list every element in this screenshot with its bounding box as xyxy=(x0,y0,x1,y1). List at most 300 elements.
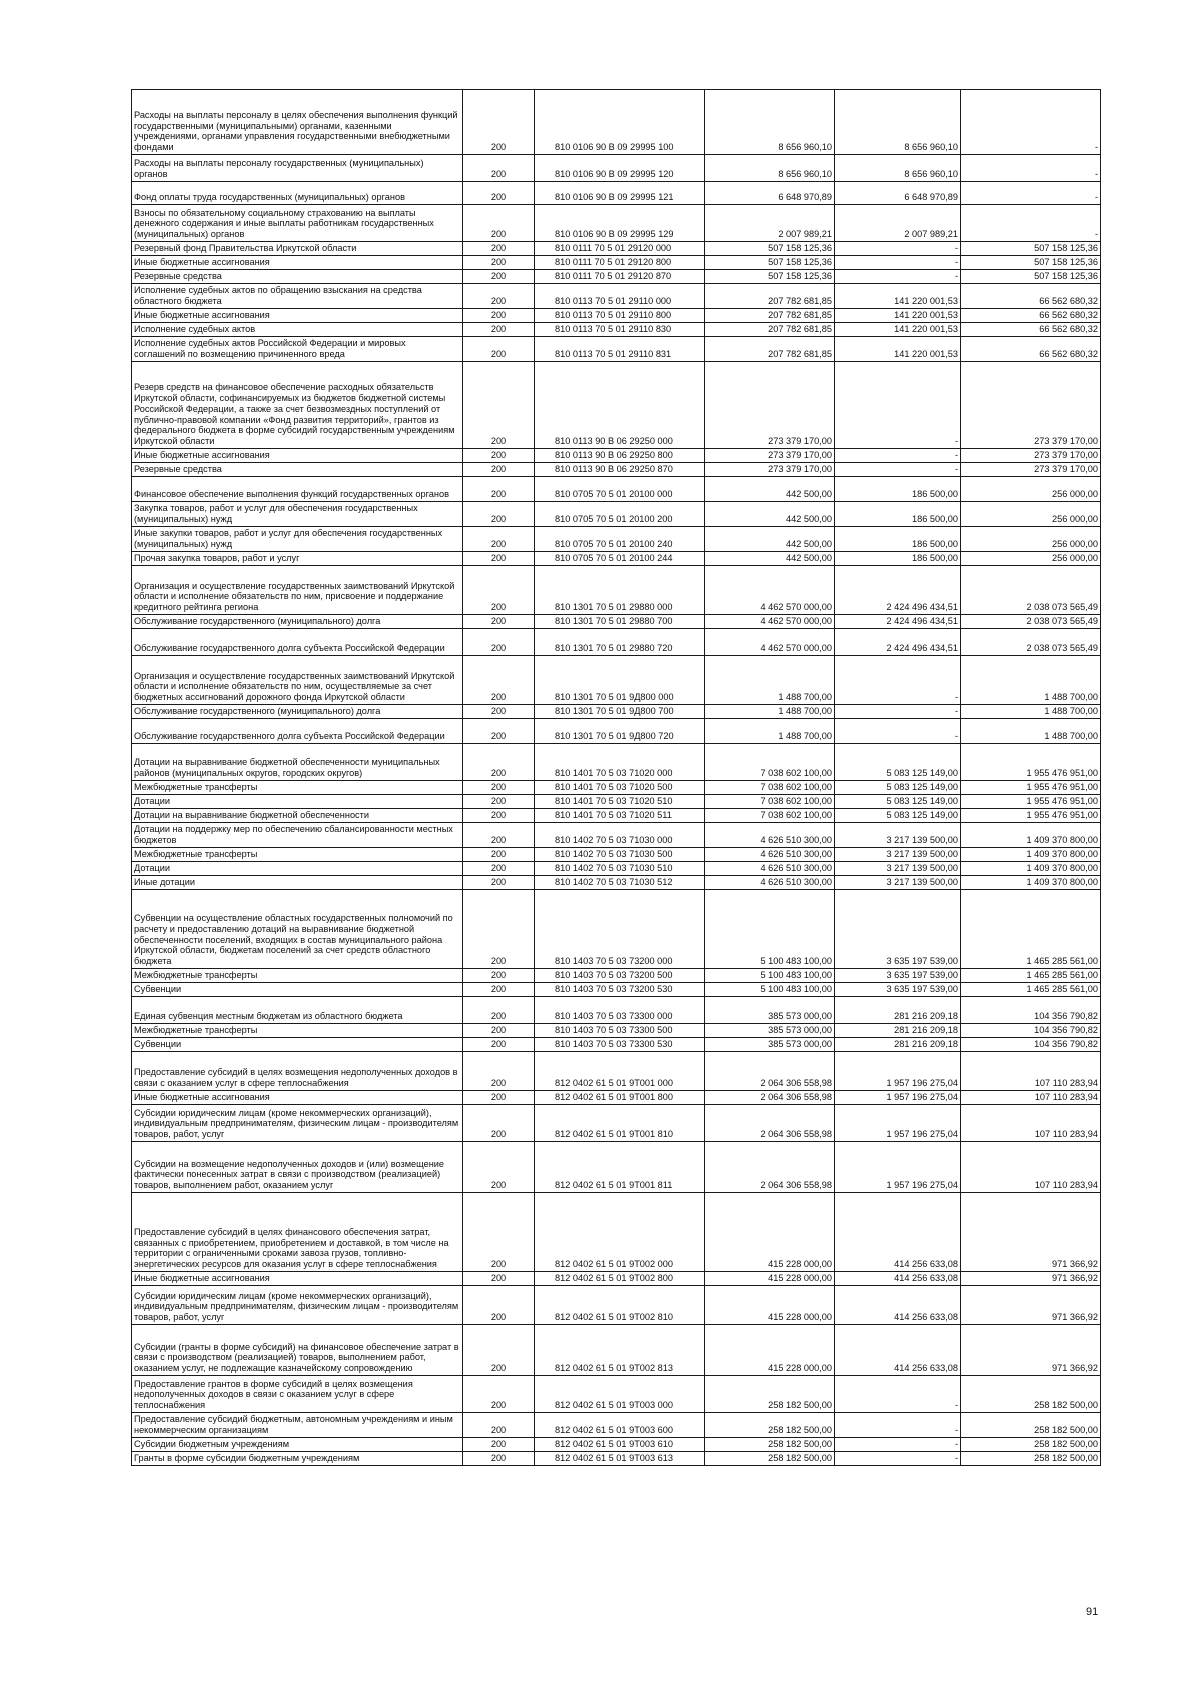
cell-line-code: 200 xyxy=(463,862,535,876)
cell-budget-classification-code: 810 1301 70 5 01 29880 700 xyxy=(535,615,705,629)
cell-budget-classification-code: 810 0705 70 5 01 20100 200 xyxy=(535,502,705,527)
table-row xyxy=(132,1438,1101,1452)
page-number: 91 xyxy=(1086,1606,1099,1618)
cell-budget-classification-code: 810 0111 70 5 01 29120 000 xyxy=(535,242,705,256)
table-row xyxy=(132,1091,1101,1105)
cell-unexecuted-amount: 971 366,92 xyxy=(961,1272,1101,1286)
cell-expense-name: Дотации на поддержку мер по обеспечению сбалансированности местных бюджетов xyxy=(132,823,463,848)
cell-approved-amount: 8 656 960,10 xyxy=(705,155,835,182)
cell-unexecuted-amount: - xyxy=(961,90,1101,155)
cell-executed-amount: 186 500,00 xyxy=(835,527,961,552)
cell-approved-amount: 7 038 602 100,00 xyxy=(705,744,835,781)
table-row xyxy=(132,1038,1101,1052)
cell-budget-classification-code: 810 0113 70 5 01 29110 831 xyxy=(535,337,705,362)
cell-budget-classification-code: 810 0705 70 5 01 20100 244 xyxy=(535,552,705,566)
cell-expense-name: Расходы на выплаты персоналу государственных (муниципальных) органов xyxy=(132,155,463,182)
cell-line-code: 200 xyxy=(463,182,535,205)
cell-approved-amount: 385 573 000,00 xyxy=(705,997,835,1024)
cell-line-code: 200 xyxy=(463,1452,535,1466)
cell-unexecuted-amount: 1 409 370 800,00 xyxy=(961,862,1101,876)
cell-approved-amount: 1 488 700,00 xyxy=(705,656,835,705)
cell-approved-amount: 415 228 000,00 xyxy=(705,1193,835,1272)
cell-executed-amount: 2 424 496 434,51 xyxy=(835,566,961,615)
cell-executed-amount: 5 083 125 149,00 xyxy=(835,809,961,823)
cell-unexecuted-amount: 1 409 370 800,00 xyxy=(961,848,1101,862)
cell-line-code: 200 xyxy=(463,781,535,795)
cell-expense-name: Организация и осуществление государственных заимствований Иркутской области и исполнение обязательств по ним, осуществляемые за счет бюджетных ассигнований дорожного фонда Иркутской области xyxy=(132,656,463,705)
cell-expense-name: Субсидии на возмещение недополученных доходов и (или) возмещение фактически понесенных затрат в связи с производством (реализацией) товаров, выполнением работ, оказанием услуг xyxy=(132,1142,463,1193)
cell-executed-amount: 141 220 001,53 xyxy=(835,309,961,323)
cell-executed-amount: - xyxy=(835,463,961,477)
cell-line-code: 200 xyxy=(463,463,535,477)
cell-budget-classification-code: 810 1401 70 5 03 71020 511 xyxy=(535,809,705,823)
cell-line-code: 200 xyxy=(463,284,535,309)
cell-unexecuted-amount: 258 182 500,00 xyxy=(961,1452,1101,1466)
table-row xyxy=(132,337,1101,362)
table-row xyxy=(132,566,1101,615)
cell-expense-name: Межбюджетные трансферты xyxy=(132,781,463,795)
cell-budget-classification-code: 810 0113 70 5 01 29110 800 xyxy=(535,309,705,323)
cell-approved-amount: 258 182 500,00 xyxy=(705,1452,835,1466)
table-row xyxy=(132,823,1101,848)
cell-approved-amount: 258 182 500,00 xyxy=(705,1413,835,1438)
cell-expense-name: Иные бюджетные ассигнования xyxy=(132,449,463,463)
cell-line-code: 200 xyxy=(463,705,535,719)
cell-executed-amount: - xyxy=(835,1376,961,1413)
cell-approved-amount: 1 488 700,00 xyxy=(705,719,835,744)
cell-budget-classification-code: 810 1401 70 5 03 71020 000 xyxy=(535,744,705,781)
cell-unexecuted-amount: 1 465 285 561,00 xyxy=(961,969,1101,983)
cell-line-code: 200 xyxy=(463,155,535,182)
cell-budget-classification-code: 810 0705 70 5 01 20100 000 xyxy=(535,477,705,502)
cell-executed-amount: 281 216 209,18 xyxy=(835,1024,961,1038)
cell-approved-amount: 5 100 483 100,00 xyxy=(705,983,835,997)
cell-expense-name: Иные дотации xyxy=(132,876,463,890)
cell-approved-amount: 4 626 510 300,00 xyxy=(705,876,835,890)
table-row xyxy=(132,1452,1101,1466)
cell-approved-amount: 415 228 000,00 xyxy=(705,1325,835,1376)
cell-expense-name: Резервный фонд Правительства Иркутской области xyxy=(132,242,463,256)
cell-executed-amount: 3 217 139 500,00 xyxy=(835,823,961,848)
cell-executed-amount: 2 007 989,21 xyxy=(835,205,961,242)
cell-executed-amount: 186 500,00 xyxy=(835,552,961,566)
cell-expense-name: Обслуживание государственного долга субъекта Российской Федерации xyxy=(132,629,463,656)
cell-budget-classification-code: 810 1403 70 5 03 73300 530 xyxy=(535,1038,705,1052)
table-row xyxy=(132,969,1101,983)
cell-expense-name: Закупка товаров, работ и услуг для обеспечения государственных (муниципальных) нужд xyxy=(132,502,463,527)
table-row xyxy=(132,719,1101,744)
table-row xyxy=(132,848,1101,862)
cell-line-code: 200 xyxy=(463,656,535,705)
table-row xyxy=(132,182,1101,205)
cell-line-code: 200 xyxy=(463,848,535,862)
cell-executed-amount: 3 217 139 500,00 xyxy=(835,876,961,890)
cell-expense-name: Субсидии бюджетным учреждениям xyxy=(132,1438,463,1452)
cell-expense-name: Субсидии юридическим лицам (кроме некоммерческих организаций), индивидуальным предпринимателям, физическим лицам - производителям товаров, работ, услуг xyxy=(132,1105,463,1142)
cell-line-code: 200 xyxy=(463,809,535,823)
cell-expense-name: Исполнение судебных актов xyxy=(132,323,463,337)
cell-budget-classification-code: 812 0402 61 5 01 9Т003 610 xyxy=(535,1438,705,1452)
cell-line-code: 200 xyxy=(463,337,535,362)
cell-approved-amount: 4 626 510 300,00 xyxy=(705,848,835,862)
cell-budget-classification-code: 810 1403 70 5 03 73200 000 xyxy=(535,890,705,969)
cell-approved-amount: 2 007 989,21 xyxy=(705,205,835,242)
table-row xyxy=(132,477,1101,502)
cell-unexecuted-amount: - xyxy=(961,182,1101,205)
cell-approved-amount: 507 158 125,36 xyxy=(705,270,835,284)
cell-line-code: 200 xyxy=(463,1052,535,1091)
table-row xyxy=(132,502,1101,527)
cell-line-code: 200 xyxy=(463,477,535,502)
table-row xyxy=(132,270,1101,284)
cell-unexecuted-amount: 2 038 073 565,49 xyxy=(961,566,1101,615)
cell-budget-classification-code: 810 0705 70 5 01 20100 240 xyxy=(535,527,705,552)
table-row xyxy=(132,781,1101,795)
cell-approved-amount: 2 064 306 558,98 xyxy=(705,1105,835,1142)
cell-approved-amount: 415 228 000,00 xyxy=(705,1286,835,1325)
cell-budget-classification-code: 810 1301 70 5 01 9Д800 720 xyxy=(535,719,705,744)
cell-line-code: 200 xyxy=(463,890,535,969)
cell-expense-name: Иные бюджетные ассигнования xyxy=(132,1091,463,1105)
cell-budget-classification-code: 812 0402 61 5 01 9Т002 810 xyxy=(535,1286,705,1325)
cell-unexecuted-amount: 66 562 680,32 xyxy=(961,337,1101,362)
cell-approved-amount: 507 158 125,36 xyxy=(705,256,835,270)
cell-executed-amount: 5 083 125 149,00 xyxy=(835,781,961,795)
cell-executed-amount: 414 256 633,08 xyxy=(835,1193,961,1272)
table-body xyxy=(132,90,1101,1466)
table-row xyxy=(132,1376,1101,1413)
table-row xyxy=(132,463,1101,477)
cell-expense-name: Субвенции xyxy=(132,1038,463,1052)
cell-unexecuted-amount: 1 488 700,00 xyxy=(961,656,1101,705)
cell-budget-classification-code: 812 0402 61 5 01 9Т002 800 xyxy=(535,1272,705,1286)
table-row xyxy=(132,615,1101,629)
cell-expense-name: Предоставление субсидий бюджетным, автономным учреждениям и иным некоммерческим организациям xyxy=(132,1413,463,1438)
cell-executed-amount: 1 957 196 275,04 xyxy=(835,1091,961,1105)
cell-executed-amount: 5 083 125 149,00 xyxy=(835,795,961,809)
cell-executed-amount: - xyxy=(835,1438,961,1452)
cell-budget-classification-code: 810 1403 70 5 03 73200 530 xyxy=(535,983,705,997)
cell-unexecuted-amount: 104 356 790,82 xyxy=(961,1024,1101,1038)
cell-expense-name: Расходы на выплаты персоналу в целях обеспечения выполнения функций государственными (муниципальными) органами, казенными учреждениями, органами управления государственными внебюджетными фондами xyxy=(132,90,463,155)
table-row xyxy=(132,284,1101,309)
table-row xyxy=(132,629,1101,656)
cell-budget-classification-code: 812 0402 61 5 01 9Т003 613 xyxy=(535,1452,705,1466)
table-row xyxy=(132,795,1101,809)
cell-unexecuted-amount: 258 182 500,00 xyxy=(961,1413,1101,1438)
cell-line-code: 200 xyxy=(463,1024,535,1038)
table-row xyxy=(132,256,1101,270)
table-row xyxy=(132,1052,1101,1091)
cell-unexecuted-amount: 507 158 125,36 xyxy=(961,270,1101,284)
cell-executed-amount: 2 424 496 434,51 xyxy=(835,629,961,656)
cell-expense-name: Фонд оплаты труда государственных (муниципальных) органов xyxy=(132,182,463,205)
cell-budget-classification-code: 810 1403 70 5 03 73300 500 xyxy=(535,1024,705,1038)
cell-approved-amount: 207 782 681,85 xyxy=(705,284,835,309)
table-row xyxy=(132,552,1101,566)
cell-line-code: 200 xyxy=(463,629,535,656)
cell-approved-amount: 4 462 570 000,00 xyxy=(705,566,835,615)
cell-expense-name: Прочая закупка товаров, работ и услуг xyxy=(132,552,463,566)
table-row xyxy=(132,1272,1101,1286)
cell-unexecuted-amount: 1 409 370 800,00 xyxy=(961,823,1101,848)
table-row xyxy=(132,983,1101,997)
cell-executed-amount: 1 957 196 275,04 xyxy=(835,1105,961,1142)
cell-approved-amount: 2 064 306 558,98 xyxy=(705,1052,835,1091)
cell-executed-amount: 414 256 633,08 xyxy=(835,1272,961,1286)
cell-line-code: 200 xyxy=(463,1325,535,1376)
cell-unexecuted-amount: 273 379 170,00 xyxy=(961,463,1101,477)
cell-executed-amount: 186 500,00 xyxy=(835,502,961,527)
table-row xyxy=(132,90,1101,155)
cell-line-code: 200 xyxy=(463,1193,535,1272)
cell-unexecuted-amount: 2 038 073 565,49 xyxy=(961,615,1101,629)
cell-unexecuted-amount: 66 562 680,32 xyxy=(961,284,1101,309)
cell-approved-amount: 4 462 570 000,00 xyxy=(705,629,835,656)
cell-budget-classification-code: 810 0106 90 В 09 29995 121 xyxy=(535,182,705,205)
table-row xyxy=(132,155,1101,182)
table-row xyxy=(132,1413,1101,1438)
cell-approved-amount: 273 379 170,00 xyxy=(705,449,835,463)
cell-executed-amount: 414 256 633,08 xyxy=(835,1325,961,1376)
cell-unexecuted-amount: 104 356 790,82 xyxy=(961,1038,1101,1052)
cell-budget-classification-code: 810 1402 70 5 03 71030 510 xyxy=(535,862,705,876)
cell-executed-amount: - xyxy=(835,1413,961,1438)
cell-line-code: 200 xyxy=(463,242,535,256)
cell-executed-amount: - xyxy=(835,256,961,270)
cell-expense-name: Финансовое обеспечение выполнения функций государственных органов xyxy=(132,477,463,502)
cell-expense-name: Субсидии (гранты в форме субсидий) на финансовое обеспечение затрат в связи с производством (реализацией) товаров, выполнением работ, оказанием услуг, не подлежащие казначейскому сопровождению xyxy=(132,1325,463,1376)
cell-approved-amount: 7 038 602 100,00 xyxy=(705,781,835,795)
cell-budget-classification-code: 810 1301 70 5 01 29880 000 xyxy=(535,566,705,615)
cell-executed-amount: - xyxy=(835,362,961,449)
cell-approved-amount: 4 626 510 300,00 xyxy=(705,823,835,848)
cell-executed-amount: - xyxy=(835,270,961,284)
cell-budget-classification-code: 810 1403 70 5 03 73300 000 xyxy=(535,997,705,1024)
table-row xyxy=(132,876,1101,890)
cell-budget-classification-code: 810 1401 70 5 03 71020 510 xyxy=(535,795,705,809)
cell-line-code: 200 xyxy=(463,1038,535,1052)
cell-budget-classification-code: 812 0402 61 5 01 9Т003 600 xyxy=(535,1413,705,1438)
cell-budget-classification-code: 810 0111 70 5 01 29120 800 xyxy=(535,256,705,270)
cell-expense-name: Взносы по обязательному социальному страхованию на выплаты денежного содержания и иные выплаты работникам государственных (муниципальных) органов xyxy=(132,205,463,242)
cell-executed-amount: 1 957 196 275,04 xyxy=(835,1142,961,1193)
table-row xyxy=(132,1325,1101,1376)
table-row xyxy=(132,309,1101,323)
cell-executed-amount: 8 656 960,10 xyxy=(835,90,961,155)
cell-budget-classification-code: 810 0113 90 В 06 29250 870 xyxy=(535,463,705,477)
cell-line-code: 200 xyxy=(463,1413,535,1438)
cell-unexecuted-amount: 256 000,00 xyxy=(961,527,1101,552)
cell-executed-amount: 281 216 209,18 xyxy=(835,997,961,1024)
cell-expense-name: Резервные средства xyxy=(132,270,463,284)
cell-approved-amount: 207 782 681,85 xyxy=(705,337,835,362)
table-row xyxy=(132,1193,1101,1272)
cell-approved-amount: 207 782 681,85 xyxy=(705,309,835,323)
cell-approved-amount: 2 064 306 558,98 xyxy=(705,1091,835,1105)
cell-expense-name: Иные бюджетные ассигнования xyxy=(132,256,463,270)
cell-budget-classification-code: 810 0106 90 В 09 29995 120 xyxy=(535,155,705,182)
cell-approved-amount: 258 182 500,00 xyxy=(705,1376,835,1413)
cell-expense-name: Гранты в форме субсидии бюджетным учреждениям xyxy=(132,1452,463,1466)
cell-executed-amount: - xyxy=(835,705,961,719)
cell-executed-amount: - xyxy=(835,449,961,463)
cell-expense-name: Исполнение судебных актов Российской Федерации и мировых соглашений по возмещению причиненного вреда xyxy=(132,337,463,362)
cell-budget-classification-code: 812 0402 61 5 01 9Т001 810 xyxy=(535,1105,705,1142)
cell-expense-name: Межбюджетные трансферты xyxy=(132,969,463,983)
table-row xyxy=(132,744,1101,781)
cell-approved-amount: 507 158 125,36 xyxy=(705,242,835,256)
cell-budget-classification-code: 812 0402 61 5 01 9Т003 000 xyxy=(535,1376,705,1413)
cell-line-code: 200 xyxy=(463,997,535,1024)
cell-approved-amount: 5 100 483 100,00 xyxy=(705,969,835,983)
cell-budget-classification-code: 810 0113 70 5 01 29110 830 xyxy=(535,323,705,337)
cell-unexecuted-amount: 107 110 283,94 xyxy=(961,1052,1101,1091)
cell-expense-name: Субсидии юридическим лицам (кроме некоммерческих организаций), индивидуальным предпринимателям, физическим лицам - производителям товаров, работ, услуг xyxy=(132,1286,463,1325)
cell-executed-amount: 3 217 139 500,00 xyxy=(835,862,961,876)
cell-line-code: 200 xyxy=(463,1142,535,1193)
table-row xyxy=(132,449,1101,463)
cell-executed-amount: 1 957 196 275,04 xyxy=(835,1052,961,1091)
cell-executed-amount: 141 220 001,53 xyxy=(835,337,961,362)
table-row xyxy=(132,362,1101,449)
table-row xyxy=(132,656,1101,705)
cell-unexecuted-amount: 1 488 700,00 xyxy=(961,705,1101,719)
cell-line-code: 200 xyxy=(463,1091,535,1105)
cell-unexecuted-amount: 258 182 500,00 xyxy=(961,1376,1101,1413)
cell-approved-amount: 207 782 681,85 xyxy=(705,323,835,337)
cell-unexecuted-amount: 971 366,92 xyxy=(961,1193,1101,1272)
cell-line-code: 200 xyxy=(463,1438,535,1452)
cell-line-code: 200 xyxy=(463,876,535,890)
table-row xyxy=(132,242,1101,256)
cell-budget-classification-code: 810 1301 70 5 01 9Д800 000 xyxy=(535,656,705,705)
cell-approved-amount: 415 228 000,00 xyxy=(705,1272,835,1286)
cell-expense-name: Организация и осуществление государственных заимствований Иркутской области и исполнение обязательств по ним, присвоение и поддержание кредитного рейтинга региона xyxy=(132,566,463,615)
cell-expense-name: Обслуживание государственного (муниципального) долга xyxy=(132,615,463,629)
cell-approved-amount: 4 462 570 000,00 xyxy=(705,615,835,629)
cell-budget-classification-code: 810 1402 70 5 03 71030 000 xyxy=(535,823,705,848)
cell-expense-name: Обслуживание государственного (муниципального) долга xyxy=(132,705,463,719)
cell-budget-classification-code: 810 1301 70 5 01 29880 720 xyxy=(535,629,705,656)
cell-approved-amount: 442 500,00 xyxy=(705,502,835,527)
table-row xyxy=(132,527,1101,552)
cell-line-code: 200 xyxy=(463,566,535,615)
cell-expense-name: Дотации на выравнивание бюджетной обеспеченности муниципальных районов (муниципальных округов, городских округов) xyxy=(132,744,463,781)
cell-executed-amount: 3 635 197 539,00 xyxy=(835,890,961,969)
cell-expense-name: Единая субвенция местным бюджетам из областного бюджета xyxy=(132,997,463,1024)
cell-approved-amount: 8 656 960,10 xyxy=(705,90,835,155)
cell-executed-amount: - xyxy=(835,656,961,705)
cell-unexecuted-amount: 1 465 285 561,00 xyxy=(961,890,1101,969)
table-row xyxy=(132,705,1101,719)
cell-expense-name: Дотации xyxy=(132,795,463,809)
cell-budget-classification-code: 812 0402 61 5 01 9Т001 000 xyxy=(535,1052,705,1091)
cell-budget-classification-code: 810 1402 70 5 03 71030 512 xyxy=(535,876,705,890)
cell-executed-amount: 281 216 209,18 xyxy=(835,1038,961,1052)
cell-unexecuted-amount: 66 562 680,32 xyxy=(961,323,1101,337)
cell-approved-amount: 385 573 000,00 xyxy=(705,1024,835,1038)
cell-unexecuted-amount: 507 158 125,36 xyxy=(961,256,1101,270)
cell-approved-amount: 6 648 970,89 xyxy=(705,182,835,205)
cell-budget-classification-code: 810 1301 70 5 01 9Д800 700 xyxy=(535,705,705,719)
cell-approved-amount: 273 379 170,00 xyxy=(705,463,835,477)
cell-line-code: 200 xyxy=(463,983,535,997)
cell-expense-name: Резерв средств на финансовое обеспечение расходных обязательств Иркутской области, софинансируемых из бюджетов бюджетной системы Российской Федерации, а также за счет безвозмездных поступлений от публично-правовой компании «Фонд развития территорий», грантов из федерального бюджета в форме субсидий государственным учреждениям Иркутской области xyxy=(132,362,463,449)
cell-unexecuted-amount: 971 366,92 xyxy=(961,1325,1101,1376)
cell-line-code: 200 xyxy=(463,795,535,809)
table-row xyxy=(132,1105,1101,1142)
cell-budget-classification-code: 812 0402 61 5 01 9Т002 000 xyxy=(535,1193,705,1272)
cell-line-code: 200 xyxy=(463,527,535,552)
table-row xyxy=(132,997,1101,1024)
cell-unexecuted-amount: 1 955 476 951,00 xyxy=(961,744,1101,781)
cell-budget-classification-code: 810 0113 90 В 06 29250 800 xyxy=(535,449,705,463)
cell-executed-amount: 3 635 197 539,00 xyxy=(835,969,961,983)
cell-line-code: 200 xyxy=(463,256,535,270)
cell-line-code: 200 xyxy=(463,90,535,155)
cell-expense-name: Иные бюджетные ассигнования xyxy=(132,1272,463,1286)
cell-unexecuted-amount: 66 562 680,32 xyxy=(961,309,1101,323)
cell-budget-classification-code: 810 0106 90 В 09 29995 100 xyxy=(535,90,705,155)
cell-expense-name: Обслуживание государственного долга субъекта Российской Федерации xyxy=(132,719,463,744)
cell-unexecuted-amount: 1 488 700,00 xyxy=(961,719,1101,744)
cell-expense-name: Межбюджетные трансферты xyxy=(132,1024,463,1038)
cell-expense-name: Предоставление субсидий в целях финансового обеспечения затрат, связанных с приобретением, приобретением и доставкой, в том числе на территории с ограниченными сроками завоза грузов, топливно-энергетических ресурсов для оказания услуг в сфере теплоснабжения xyxy=(132,1193,463,1272)
table-row xyxy=(132,205,1101,242)
cell-budget-classification-code: 812 0402 61 5 01 9Т001 800 xyxy=(535,1091,705,1105)
cell-line-code: 200 xyxy=(463,744,535,781)
cell-budget-classification-code: 810 1403 70 5 03 73200 500 xyxy=(535,969,705,983)
cell-line-code: 200 xyxy=(463,552,535,566)
cell-unexecuted-amount: 256 000,00 xyxy=(961,502,1101,527)
cell-executed-amount: 3 635 197 539,00 xyxy=(835,983,961,997)
cell-expense-name: Дотации xyxy=(132,862,463,876)
cell-executed-amount: 8 656 960,10 xyxy=(835,155,961,182)
cell-line-code: 200 xyxy=(463,449,535,463)
cell-line-code: 200 xyxy=(463,205,535,242)
cell-budget-classification-code: 810 1402 70 5 03 71030 500 xyxy=(535,848,705,862)
cell-executed-amount: 2 424 496 434,51 xyxy=(835,615,961,629)
cell-unexecuted-amount: 107 110 283,94 xyxy=(961,1142,1101,1193)
cell-line-code: 200 xyxy=(463,719,535,744)
cell-approved-amount: 258 182 500,00 xyxy=(705,1438,835,1452)
cell-unexecuted-amount: 1 955 476 951,00 xyxy=(961,809,1101,823)
cell-approved-amount: 442 500,00 xyxy=(705,552,835,566)
cell-expense-name: Дотации на выравнивание бюджетной обеспеченности xyxy=(132,809,463,823)
table-row xyxy=(132,809,1101,823)
cell-unexecuted-amount: 1 955 476 951,00 xyxy=(961,795,1101,809)
cell-executed-amount: 6 648 970,89 xyxy=(835,182,961,205)
cell-approved-amount: 273 379 170,00 xyxy=(705,362,835,449)
cell-approved-amount: 442 500,00 xyxy=(705,527,835,552)
cell-unexecuted-amount: 258 182 500,00 xyxy=(961,1438,1101,1452)
cell-executed-amount: - xyxy=(835,719,961,744)
cell-budget-classification-code: 812 0402 61 5 01 9Т001 811 xyxy=(535,1142,705,1193)
table-row xyxy=(132,1024,1101,1038)
cell-executed-amount: - xyxy=(835,242,961,256)
table-row xyxy=(132,890,1101,969)
cell-budget-classification-code: 810 0106 90 В 09 29995 129 xyxy=(535,205,705,242)
cell-approved-amount: 442 500,00 xyxy=(705,477,835,502)
cell-approved-amount: 7 038 602 100,00 xyxy=(705,809,835,823)
cell-approved-amount: 1 488 700,00 xyxy=(705,705,835,719)
cell-approved-amount: 4 626 510 300,00 xyxy=(705,862,835,876)
cell-line-code: 200 xyxy=(463,1105,535,1142)
cell-expense-name: Предоставление субсидий в целях возмещения недополученных доходов в связи с оказанием услуг в сфере теплоснабжения xyxy=(132,1052,463,1091)
cell-unexecuted-amount: 107 110 283,94 xyxy=(961,1091,1101,1105)
cell-expense-name: Субвенции xyxy=(132,983,463,997)
